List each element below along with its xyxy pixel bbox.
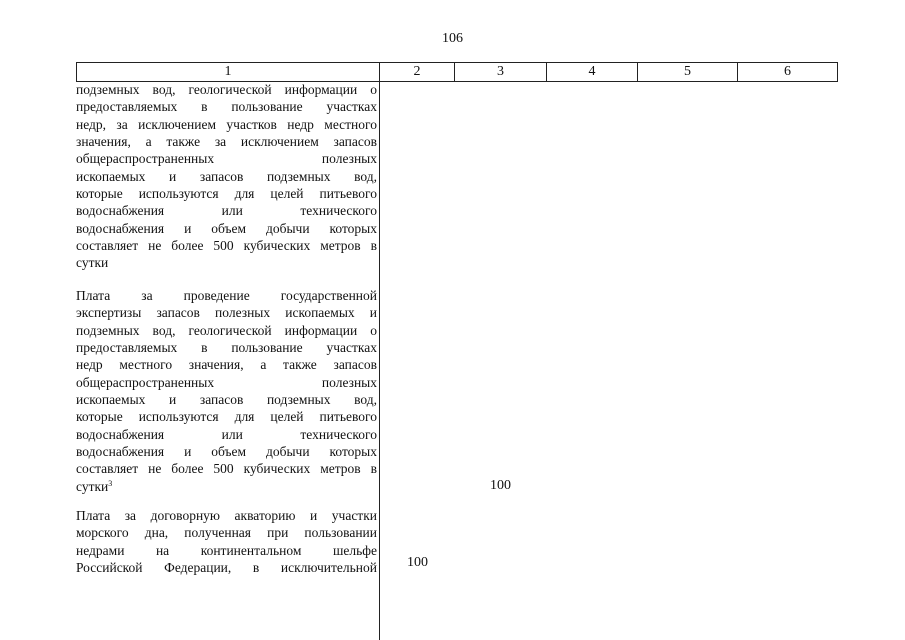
text-line: сутки xyxy=(76,255,109,271)
table-header xyxy=(76,62,838,82)
table-row-3-description xyxy=(76,507,377,576)
text-line: недр, за исключением участков недр местного xyxy=(76,116,377,132)
column-divider xyxy=(379,80,380,640)
table-row-2-description xyxy=(76,287,377,495)
text-line: экспертизы запасов полезных ископаемых и xyxy=(76,305,377,321)
text-line: предоставляемых в пользование участках xyxy=(76,340,377,356)
text-line: водоснабжения или технического xyxy=(76,203,377,219)
text-line: сутки$^3$ xyxy=(76,478,113,494)
page-number: 106 xyxy=(442,31,463,46)
table-row-1-description xyxy=(76,81,377,272)
text-line: Российской Федерации, в исключительной xyxy=(76,560,377,576)
text-line: составляет не более 500 кубических метров в xyxy=(76,238,377,254)
column-header-3: 3 xyxy=(455,63,547,82)
text-line: ископаемых и запасов подземных вод, xyxy=(76,168,377,184)
footnote-mark: 3 xyxy=(108,478,113,488)
text-line: ископаемых и запасов подземных вод, xyxy=(76,392,377,408)
text-line: общераспространенных полезных xyxy=(76,151,377,167)
column-header-2: 2 xyxy=(380,63,455,82)
text-line: подземных вод, геологической информации о xyxy=(76,322,377,338)
text-line: предоставляемых в пользование участках xyxy=(76,99,377,115)
text-line: Плата за проведение государственной xyxy=(76,288,377,303)
text-line: Плата за договорную акваторию и участки xyxy=(76,508,377,523)
text-line: водоснабжения или технического xyxy=(76,426,377,442)
text-line: которые используются для целей питьевого xyxy=(76,186,377,202)
row-3-column-2-value: 100 xyxy=(407,555,428,570)
text-line: значения, а также за исключением запасов xyxy=(76,134,377,150)
text-line: водоснабжения и объем добычи которых xyxy=(76,220,377,236)
column-header-4: 4 xyxy=(547,63,638,82)
text-line: подземных вод, геологической информации о xyxy=(76,82,377,97)
column-header-1: 1 xyxy=(77,63,380,82)
text-line: составляет не более 500 кубических метров в xyxy=(76,461,377,477)
text-line: общераспространенных полезных xyxy=(76,374,377,390)
text-line: недр местного значения, а также запасов xyxy=(76,357,377,373)
text-line: водоснабжения и объем добычи которых xyxy=(76,444,377,460)
column-header-5: 5 xyxy=(638,63,738,82)
text-line: недрами на континентальном шельфе xyxy=(76,542,377,558)
row-2-column-3-value: 100 xyxy=(490,478,511,493)
column-header-6: 6 xyxy=(738,63,838,82)
text-line: которые используются для целей питьевого xyxy=(76,409,377,425)
text-line: морского дна, полученная при пользовании xyxy=(76,525,377,541)
